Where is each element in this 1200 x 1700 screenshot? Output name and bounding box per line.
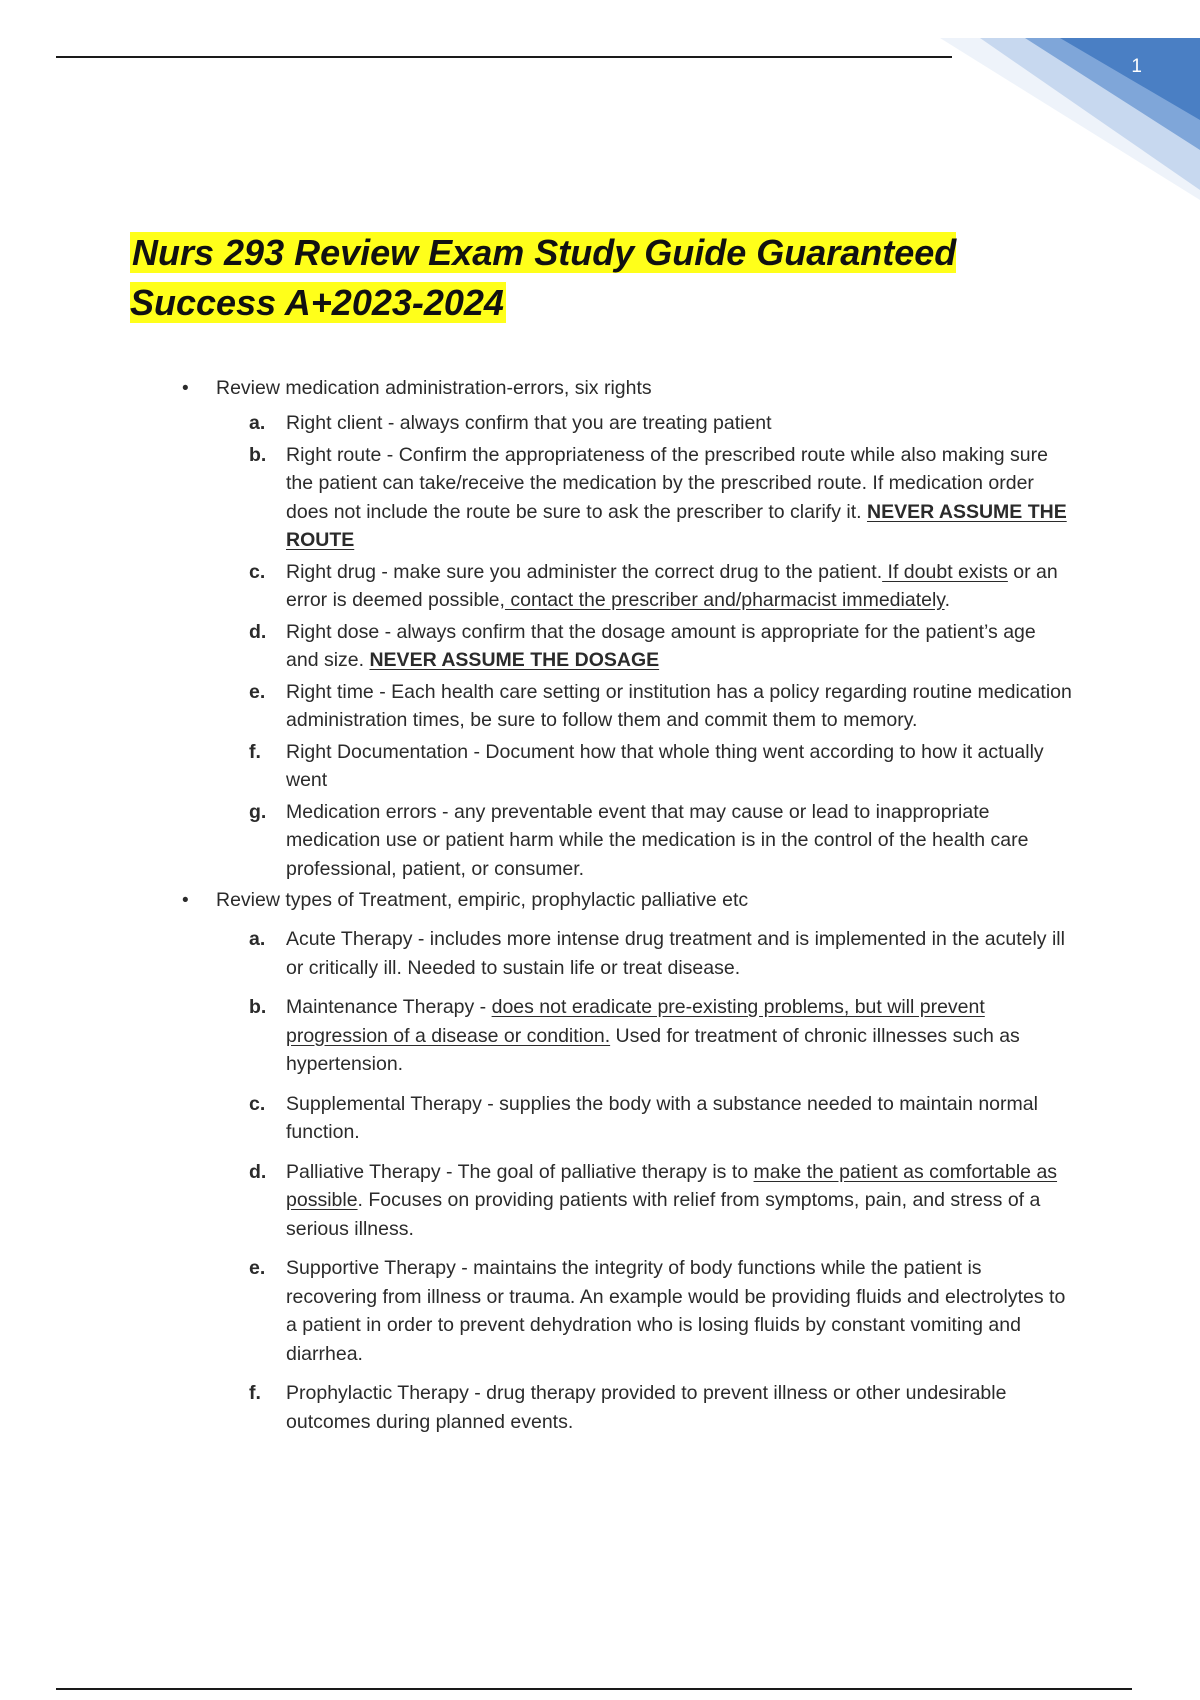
list-item [249,441,1072,555]
item-text: Medication errors - any preventable event that may cause or lead to inappropriate medication use or patient harm while the medication is in the control of the health care professional, patient, or consumer. [286,800,1029,880]
underlined-text: does not eradicate pre-existing problems, but will prevent progression of a disease or condition. [286,996,985,1047]
document-body [0,374,1200,1447]
item-letter: c. [249,1092,266,1115]
title-text: Nurs 293 Review Exam Study Guide Guaranteed Success A+2023-2024 [130,232,957,323]
item-letter: e. [249,1257,266,1279]
list-item [249,409,1072,438]
item-text: or an error is deemed possible, [286,560,1058,611]
item-letter: b. [249,443,267,466]
emphasis-text: NEVER ASSUME THE ROUTE [286,500,1067,551]
item-letter: f. [249,740,261,763]
item-text: Used for treatment of chronic illnesses such as hypertension. [286,1024,1020,1075]
item-text: Prophylactic Therapy - drug therapy provided to prevent illness or other undesirable outcomes during planned events. [286,1382,1007,1433]
item-letter: e. [249,680,266,703]
section-list [249,409,1072,883]
section-list [249,925,1072,1436]
underlined-text: make the patient as comfortable as possible [286,1160,1058,1211]
item-text: Maintenance Therapy - [286,996,492,1018]
item-letter: f. [249,1382,261,1404]
item-letter: d. [249,620,267,643]
item-text: Palliative Therapy - The goal of palliative therapy is to [286,1160,754,1183]
underlined-text: If doubt exists [882,560,1008,583]
item-letter: c. [249,560,266,583]
list-item [249,558,1072,615]
list-item [249,1254,1072,1368]
list-item [249,925,1072,982]
item-text: Right dose - always confirm that the dosage amount is appropriate for the patient’s age and size. [286,620,1036,671]
section-heading: • Review medication administration-errors, six rights [216,374,1096,403]
list-item [249,1090,1072,1147]
item-text: Right client - always confirm that you are treating patient [286,412,772,434]
footer-rule [56,1688,1132,1690]
item-text: Right route - Confirm the appropriateness of the prescribed route while also making sure the patient can take/receive the medication by the prescribed route. If medication order does not include the route be sure to ask the prescriber to clarify it. [286,443,1048,523]
item-text: . Focuses on providing patients with relief from symptoms, pain, and stress of a serious illness. [286,1189,1041,1240]
item-text: Right drug - make sure you administer the correct drug to the patient. [286,560,883,583]
item-text: Supportive Therapy - maintains the integrity of body functions while the patient is recovering from illness or trauma. An example would be providing fluids and electrolytes to a patient in order to prevent dehydration who is losing fluids by constant vomiting and diarrhea. [286,1257,1066,1365]
list-item [249,678,1072,735]
item-letter: b. [249,996,267,1018]
header-rule [56,56,952,58]
page-number: 1 [1131,56,1142,77]
list-item [249,618,1072,675]
item-text: . [944,589,951,611]
item-letter: d. [249,1160,267,1183]
section-heading: • Review types of Treatment, empiric, prophylactic palliative etc [216,886,1096,915]
emphasis-text: NEVER ASSUME THE DOSAGE [369,649,660,671]
item-text: Supplemental Therapy - supplies the body with a substance needed to maintain normal function. [286,1092,1038,1143]
item-letter: a. [249,928,266,950]
item-text: Acute Therapy - includes more intense drug treatment and is implemented in the acutely ill or critically ill. Needed to sustain life or treat disease. [286,928,1065,979]
item-letter: a. [249,412,266,434]
underlined-text: contact the prescriber and/pharmacist immediately [504,589,945,611]
list-item [249,1158,1072,1244]
list-item [249,1379,1072,1436]
list-item [249,738,1072,795]
item-text: Right Documentation - Document how that whole thing went according to how it actually went [286,740,1044,791]
item-text: Right time - Each health care setting or institution has a policy regarding routine medication administration times, be sure to follow them and commit them to memory. [286,680,1072,731]
corner-decoration [940,0,1200,200]
list-item [249,993,1072,1079]
item-letter: g. [249,800,267,823]
list-item [249,798,1072,884]
document-title [130,228,1070,328]
